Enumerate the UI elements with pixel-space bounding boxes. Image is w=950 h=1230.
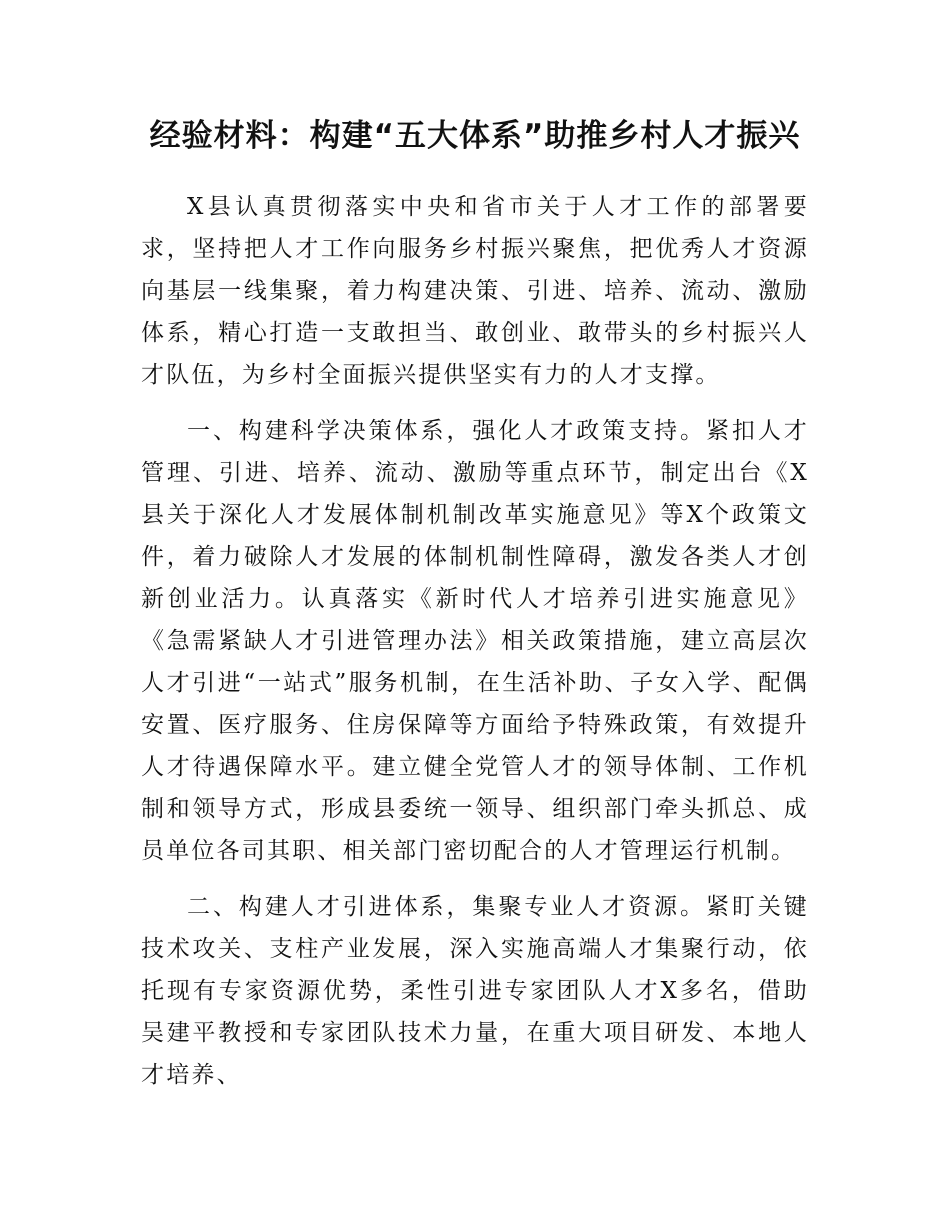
paragraph-intro: X县认真贯彻落实中央和省市关于人才工作的部署要求，坚持把人才工作向服务乡村振兴聚焦，把优秀人才资源向基层一线集聚，着力构建决策、引进、培养、流动、激励体系，精心打造一支敢担当、敢创业、敢带头的乡村振兴人才队伍，为乡村全面振兴提供坚实有力的人才支撑。 (141, 194, 809, 388)
paragraph-section-2: 二、构建人才引进体系，集聚专业人才资源。紧盯关键技术攻关、支柱产业发展，深入实施高端人才集聚行动，依托现有专家资源优势，柔性引进专家团队人才X多名，借助吴建平教授和专家团队技术力量，在重大项目研发、本地人才培养、 (141, 894, 809, 1088)
document-body (141, 186, 809, 1110)
paragraph-section-1: 一、构建科学决策体系，强化人才政策支持。紧扣人才管理、引进、培养、流动、激励等重点环节，制定出台《X县关于深化人才发展体制机制改革实施意见》等X个政策文件，着力破除人才发展的体制机制性障碍，激发各类人才创新创业活力。认真落实《新时代人才培养引进实施意见》《急需紧缺人才引进管理办法》相关政策措施，建立高层次人才引进“一站式”服务机制，在生活补助、子女入学、配偶安置、医疗服务、住房保障等方面给予特殊政策，有效提升人才待遇保障水平。建立健全党管人才的领导体制、工作机制和领导方式，形成县委统一领导、组织部门牵头抓总、成员单位各司其职、相关部门密切配合的人才管理运行机制。 (141, 418, 809, 864)
document-title: 经验材料：构建“五大体系”助推乡村人才振兴 (149, 118, 801, 154)
